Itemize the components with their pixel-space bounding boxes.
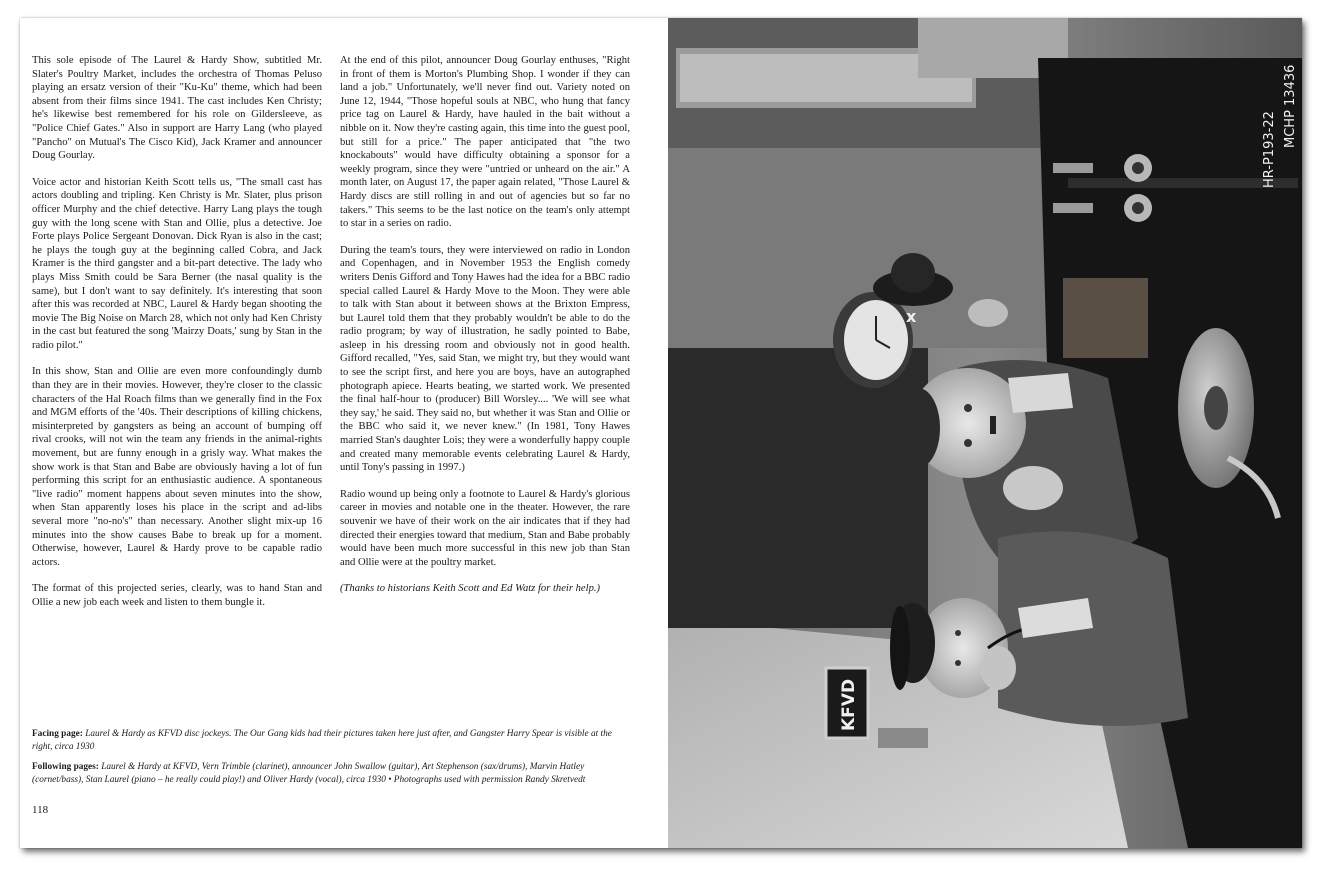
photograph (668, 18, 1302, 848)
caption-text: Laurel & Hardy as KFVD disc jockeys. The Our Gang kids had their pictures taken here just after, and Gangster Harry Spear is visible at the right, circa 1930 (32, 729, 612, 752)
paragraph: At the end of this pilot, announcer Doug Gourlay enthuses, "Right in front of them is Morton's Plumbing Shop. I wonder if they can land a job." Unfortunately, we'll never find out. Variety noted on June 12, 1944, "Those hopeful souls at NBC, who hung that fancy price tag on Laurel & Hardy, have hauled in the bait without a nibble on it. Now they're casting again, this time into the guest pool, but still for a price." The paper anticipated that "the two knockabouts" would have difficulty obtaining a sponsor for a weekly program, since they were "untried or unheard on the air." A month later, on August 17, the paper again related, "Those Laurel & Hardy discs are still rolling in and out of agencies but so far no takers." This seems to be the last notice on the team's only attempt to star in a series on radio. (340, 55, 630, 230)
svg-text:x: x (906, 307, 917, 326)
kfvd-sign: KFVD (839, 678, 859, 731)
caption-following (32, 761, 630, 786)
paragraph: The format of this projected series, clearly, was to hand Stan and Ollie a new job each week and listen to them bungle it. (32, 583, 322, 608)
paragraph: During the team's tours, they were interviewed on radio in London and Copenhagen, and in November 1953 the English comedy writers Denis Gifford and Tony Hawes had the idea for a BBC radio special called Laurel & Hardy Move to the Moon. They were able to talk with Stan about it between shows at the Brixton Empress, but Laurel told them that they probably wouldn't be able to do the radio program; by way of illustration, he sadly pointed to Babe, asleep in his dressing room and obviously not in good health. Gifford recalled, "Yes, said Stan, we might try, but they would want to see the script first, and here you are boys, have an autographed photograph apiece. Hearts beating, we started work. We presented the final half-hour to (producer) Bill Worsley.... 'We will see what they say,' he said. They said no, but whether it was Stan and Ollie or the BBC who said it, we never knew." (In 1981, Tony Hawes married Stan's daughter Lois; they were a wonderfully happy couple and created many memorable events celebrating Laurel & Hardy, until Tony's passing in 1997.) (340, 244, 630, 474)
caption-label: Following pages: (32, 762, 99, 773)
photo-captions (32, 728, 630, 794)
paragraph: Radio wound up being only a footnote to Laurel & Hardy's glorious career in movies and notable one in the theater. However, the rare souvenir we have of their work on the air indicates that if they had directed their energies toward that medium, Stan and Babe probably would have been much more successful in this new job than Stan and Ollie were at the poultry market. (340, 488, 630, 568)
paragraph: This sole episode of The Laurel & Hardy Show, subtitled Mr. Slater's Poultry Market, includes the orchestra of Thomas Peluso playing an ersatz version of their "Ku-Ku" theme, which had been absent from their films since 1941. The cast includes Ken Christy; he's likewise best remembered for his role on Gildersleeve, as "Police Chief Gates." Also in support are Harry Lang (who played "Pancho" on Mutual's The Cisco Kid), Jack Kramer and announcer Doug Gourlay. (32, 55, 322, 162)
text-column-1 (32, 54, 322, 610)
book-spread (20, 18, 1302, 848)
text-column-2 (340, 54, 630, 596)
paragraph: In this show, Stan and Ollie are even more confoundingly dumb than they are in their movies. However, they're closer to the classic characters of the Hal Roach films than we generally find in the Fox and MGM efforts of the '40s. Their descriptions of killing chickens, misinterpreted by gangsters as being an account of bumping off rival crooks, will not win the team any friends in the animal-rights movement, but are funny enough in a grisly way. What makes the show work is that Stan and Babe are obviously having a lot of fun performing this script for an enthusiastic audience. A spontaneous "live radio" moment happens about seven minutes into the show, when Stan apparently loses his place in the script and ad-libs several more "no-no's" than necessary. Another slight mix-up 16 minutes into the show causes Babe to break up for a moment. Otherwise, however, Laurel & Hardy prove to be capable radio actors. (32, 366, 322, 568)
negative-number: MCHP 13436 (1283, 64, 1298, 148)
caption-facing (32, 728, 630, 753)
page-number: 118 (32, 804, 49, 816)
credit-line: (Thanks to historians Keith Scott and Ed Watz for their help.) (340, 583, 601, 595)
caption-label: Facing page: (32, 729, 83, 739)
negative-number: HR-P193-22 (1262, 111, 1277, 188)
left-page (20, 18, 668, 848)
caption-text: Laurel & Hardy at KFVD, Vern Trimble (clarinet), announcer John Swallow (guitar), Art Stephenson (sax/drums), Marvin Hatley (cornet/bass), Stan Laurel (piano – he really could play!) and Oliver Hardy (vocal), circa 1930 • Photographs used with permission Randy Skretvedt (32, 762, 586, 785)
paragraph: Voice actor and historian Keith Scott tells us, "The small cast has actors doubling and tripling. Ken Christy is Mr. Slater, plus prison officer Murphy and the chief detective. Harry Lang plays the tough guy with the long scene with Stan and Ollie, plus a detective. Joe Forte plays Police Sergeant Donovan. Dick Ryan is also in the cast; he plays the tough guy at the beginning called Cobra, and Jack Kramer is the third gangster and a bit-part detective. The lady who plays Miss Smith could be Sara Berner (the nasal quality is the same), but I don't want to say definitely. It's interesting that soon after this was recorded at NBC, Laurel & Hardy began shooting the movie The Big Noise on March 28, which not only had Ken Christy in the cast but featured the song 'Mairzy Doats,' sung by Stan in the radio pilot." (32, 176, 322, 351)
